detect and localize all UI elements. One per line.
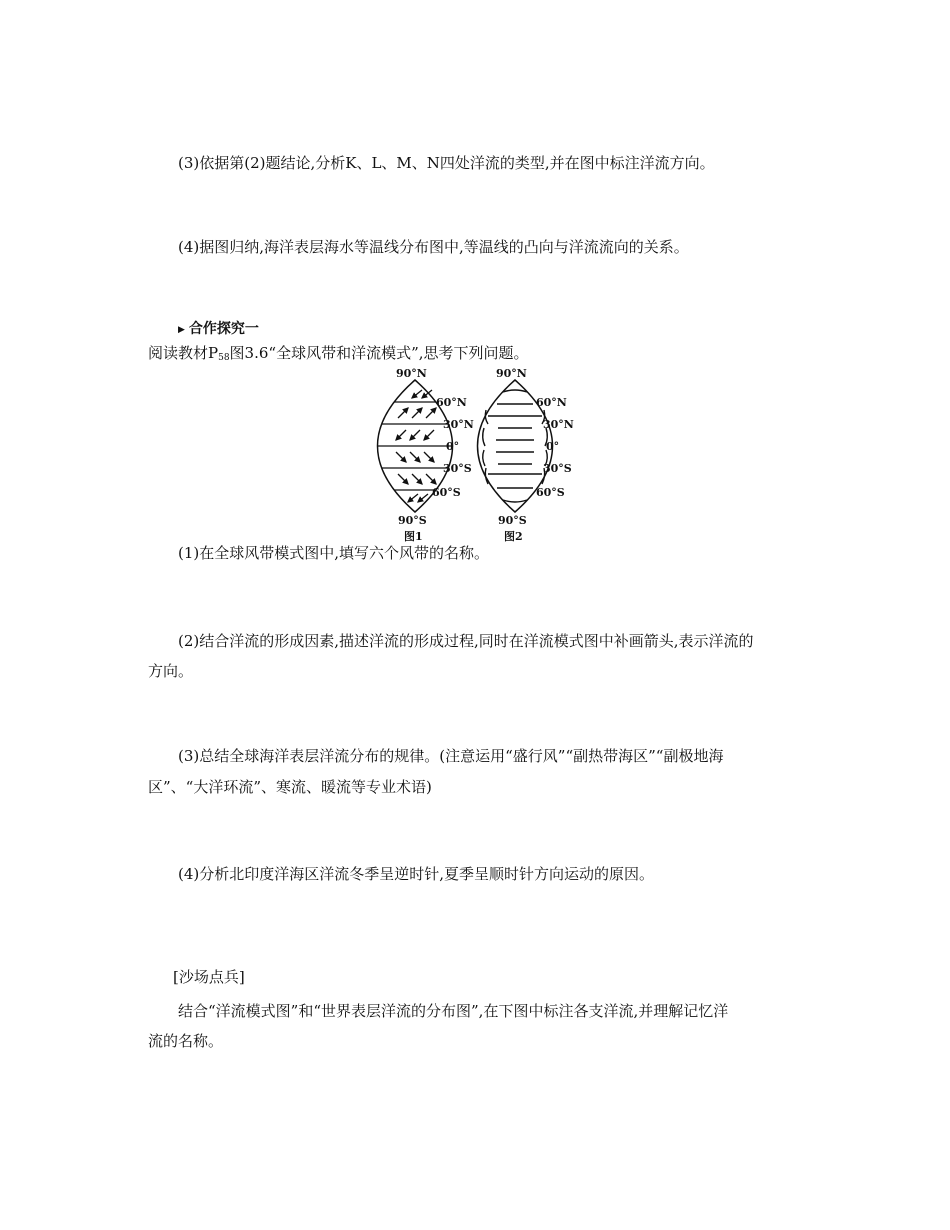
label-30s-1: 30°S <box>443 462 472 475</box>
section-heading <box>178 318 259 338</box>
question-3: (3)依据第(2)题结论,分析K、L、M、N四处洋流的类型,并在图中标注洋流方向。 <box>178 154 715 172</box>
exploration-3-line1: (3)总结全球海洋表层洋流分布的规律。(注意运用“盛行风”“副热带海区”“副极地海 <box>178 747 724 765</box>
label-90s-1: 90°S <box>398 514 427 527</box>
label-90n-2: 90°N <box>496 367 527 380</box>
exploration-2-line1: (2)结合洋流的形成因素,描述洋流的形成过程,同时在洋流模式图中补画箭头,表示洋流的 <box>178 632 754 650</box>
label-90s-2: 90°S <box>498 514 527 527</box>
label-60s-1: 60°S <box>432 486 461 499</box>
fig2-caption: 图2 <box>504 530 523 543</box>
label-30n-1: 30°N <box>443 418 474 431</box>
label-60n-2: 60°N <box>536 396 567 409</box>
wind-current-figure <box>360 366 600 548</box>
label-60n-1: 60°N <box>436 396 467 409</box>
double-arrow-icon: ▶ <box>178 325 185 335</box>
label-90n-1: 90°N <box>396 367 427 380</box>
exploration-3-line2: 区”、“大洋环流”、寒流、暖流等专业术语) <box>148 778 432 796</box>
intro-page-sub: 58 <box>218 353 230 363</box>
label-eq-2: 0° <box>546 440 560 453</box>
fig1-latitude-lines <box>360 402 480 490</box>
intro-text <box>148 342 529 369</box>
label-60s-2: 60°S <box>536 486 565 499</box>
exploration-1: (1)在全球风带模式图中,填写六个风带的名称。 <box>178 544 490 562</box>
exploration-2-line2: 方向。 <box>148 662 194 680</box>
practice-title: [沙场点兵] <box>173 968 245 986</box>
practice-line2: 流的名称。 <box>148 1032 224 1050</box>
intro-post: 图3.6“全球风带和洋流模式”,思考下列问题。 <box>229 344 529 362</box>
intro-pre: 阅读教材P <box>148 344 219 362</box>
label-30s-2: 30°S <box>543 462 572 475</box>
question-4: (4)据图归纳,海洋表层海水等温线分布图中,等温线的凸向与洋流流向的关系。 <box>178 238 689 256</box>
label-eq-1: 0° <box>446 440 460 453</box>
section-title: 合作探究一 <box>188 321 259 337</box>
practice-line1: 结合“洋流模式图”和“世界表层洋流的分布图”,在下图中标注各支洋流,并理解记忆洋 <box>178 1002 729 1020</box>
exploration-4: (4)分析北印度洋海区洋流冬季呈逆时针,夏季呈顺时针方向运动的原因。 <box>178 865 655 883</box>
label-30n-2: 30°N <box>543 418 574 431</box>
fig1-caption: 图1 <box>404 530 423 543</box>
